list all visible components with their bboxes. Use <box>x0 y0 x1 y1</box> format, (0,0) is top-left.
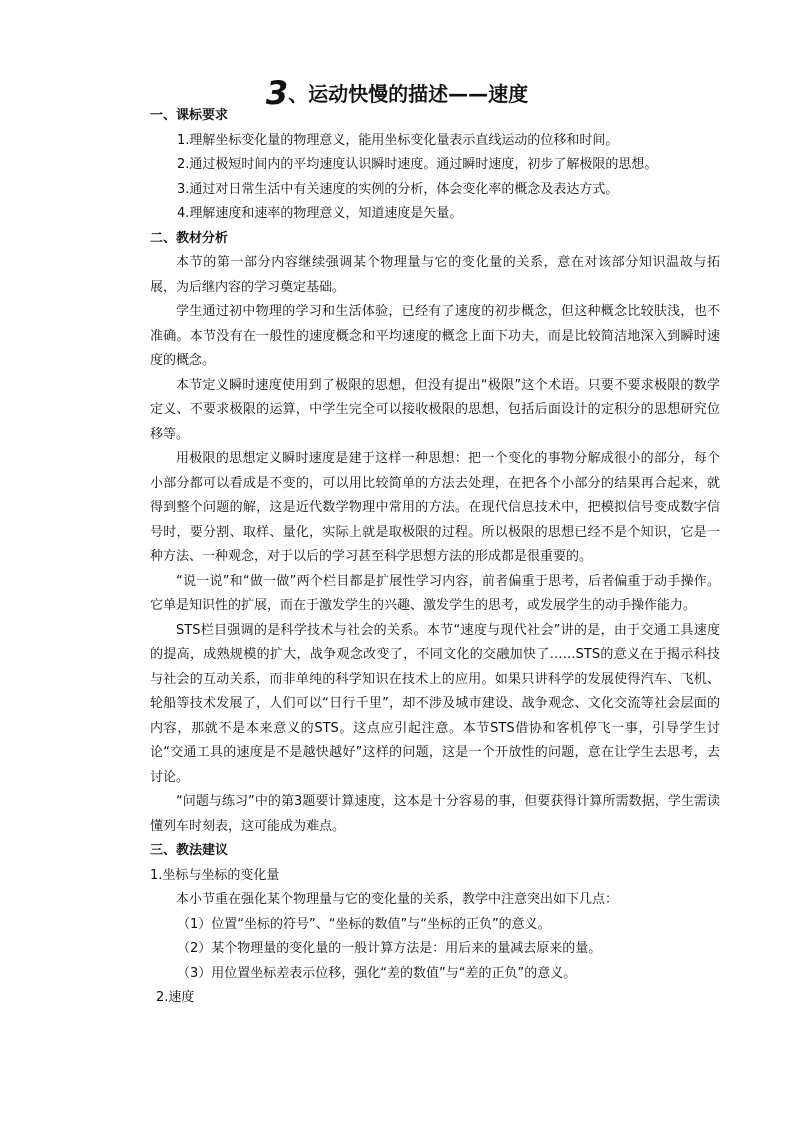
paragraph: “说一说”和“做一做”两个栏目都是扩展性学习内容，前者偏重于思考，后者偏重于动手操作。它单是知识性的扩展，而在于激发学生的兴趣、激发学生的思考，或发展学生的动手操作能力。 <box>150 573 720 613</box>
list-item: 3.通过对日常生活中有关速度的实例的分析，体会变化率的概念及表达方式。 <box>177 181 619 197</box>
paragraph: 本小节重在强化某个物理量与它的变化量的关系，教学中注意突出如下几点： <box>176 892 619 907</box>
list-item: （2）某个物理量的变化量的一般计算方法是：用后来的量减去原来的量。 <box>177 941 602 956</box>
title-number: 3 <box>265 74 289 112</box>
paragraph: 用极限的思想定义瞬时速度是建于这样一种思想：把一个变化的事物分解成很小的部分，每个小部分都可以看成是不变的，可以用比较简单的方法去处理，在把各个小部分的结果再合起来，就得到整个问题的解，这是近代数学物理中常用的方法。在现代信息技术中，把模拟信号变成数字信号时，要分割、取样、量化，实际上就是取极限的过程。所以极限的思想已经不是个知识，它是一种方法、一种观念，对于以后的学习甚至科学思想方法的形成都是很重要的。 <box>150 451 720 564</box>
subsection-heading: 2.速度 <box>156 990 195 1005</box>
section-heading-2: 二、教材分析 <box>150 230 229 246</box>
list-item: 1.理解坐标变化量的物理意义，能用坐标变化量表示直线运动的位移和时间。 <box>177 132 619 148</box>
subsection-heading: 1.坐标与坐标的变化量 <box>150 867 280 883</box>
section-heading-1: 一、课标要求 <box>150 108 229 123</box>
paragraph: “问题与练习”中的第3题要计算速度，这本是十分容易的事，但要获得计算所需数据，学生需读懂列车时刻表，这可能成为难点。 <box>150 794 720 834</box>
document-body <box>150 104 720 1011</box>
list-item: （3）用位置坐标差表示位移，强化“差的数值”与“差的正负”的意义。 <box>177 965 577 981</box>
paragraph: 学生通过初中物理的学习和生活体验，已经有了速度的初步概念，但这种概念比较肤浅，也不准确。本节没有在一般性的速度概念和平均速度的概念上面下功夫，而是比较简洁地深入到瞬时速度的概念。 <box>150 304 720 368</box>
list-item: 4.理解速度和速率的物理意义，知道速度是矢量。 <box>177 206 463 221</box>
section-heading-3: 三、教法建议 <box>150 843 229 858</box>
paragraph: STS栏目强调的是科学技术与社会的关系。本节“速度与现代社会”讲的是，由于交通工具速度的提高，成熟规模的扩大，战争观念改变了，不同文化的交融加快了……STS的意义在于揭示科技与社会的互动关系，而非单纯的科学知识在技术上的应用。如果只讲科学的发展使得汽车、飞机、轮船等技术发展了，人们可以“日行千里”，却不涉及城市建设、战争观念、文化交流等社会层面的内容，那就不是本来意义的STS。这点应引起注意。本节STS借协和客机停飞一事，引导学生讨论“交通工具的速度是不是越快越好”这样的问题，这是一个开放性的问题，意在让学生去思考，去讨论。 <box>150 622 720 785</box>
list-item: 2.通过极短时间内的平均速度认识瞬时速度。通过瞬时速度，初步了解极限的思想。 <box>177 157 658 172</box>
paragraph: 本节的第一部分内容继续强调某个物理量与它的变化量的关系，意在对该部分知识温故与拓展，为后继内容的学习奠定基础。 <box>150 255 720 295</box>
list-item: （1）位置“坐标的符号”、“坐标的数值”与“坐标的正负”的意义。 <box>177 916 551 932</box>
title-text: 、运动快慢的描述——速度 <box>288 82 529 106</box>
paragraph: 本节定义瞬时速度使用到了极限的思想，但没有提出“极限”这个术语。只要不要求极限的数学定义、不要求极限的运算，中学生完全可以接收极限的思想，包括后面设计的定积分的思想研究位移等。 <box>150 377 720 442</box>
